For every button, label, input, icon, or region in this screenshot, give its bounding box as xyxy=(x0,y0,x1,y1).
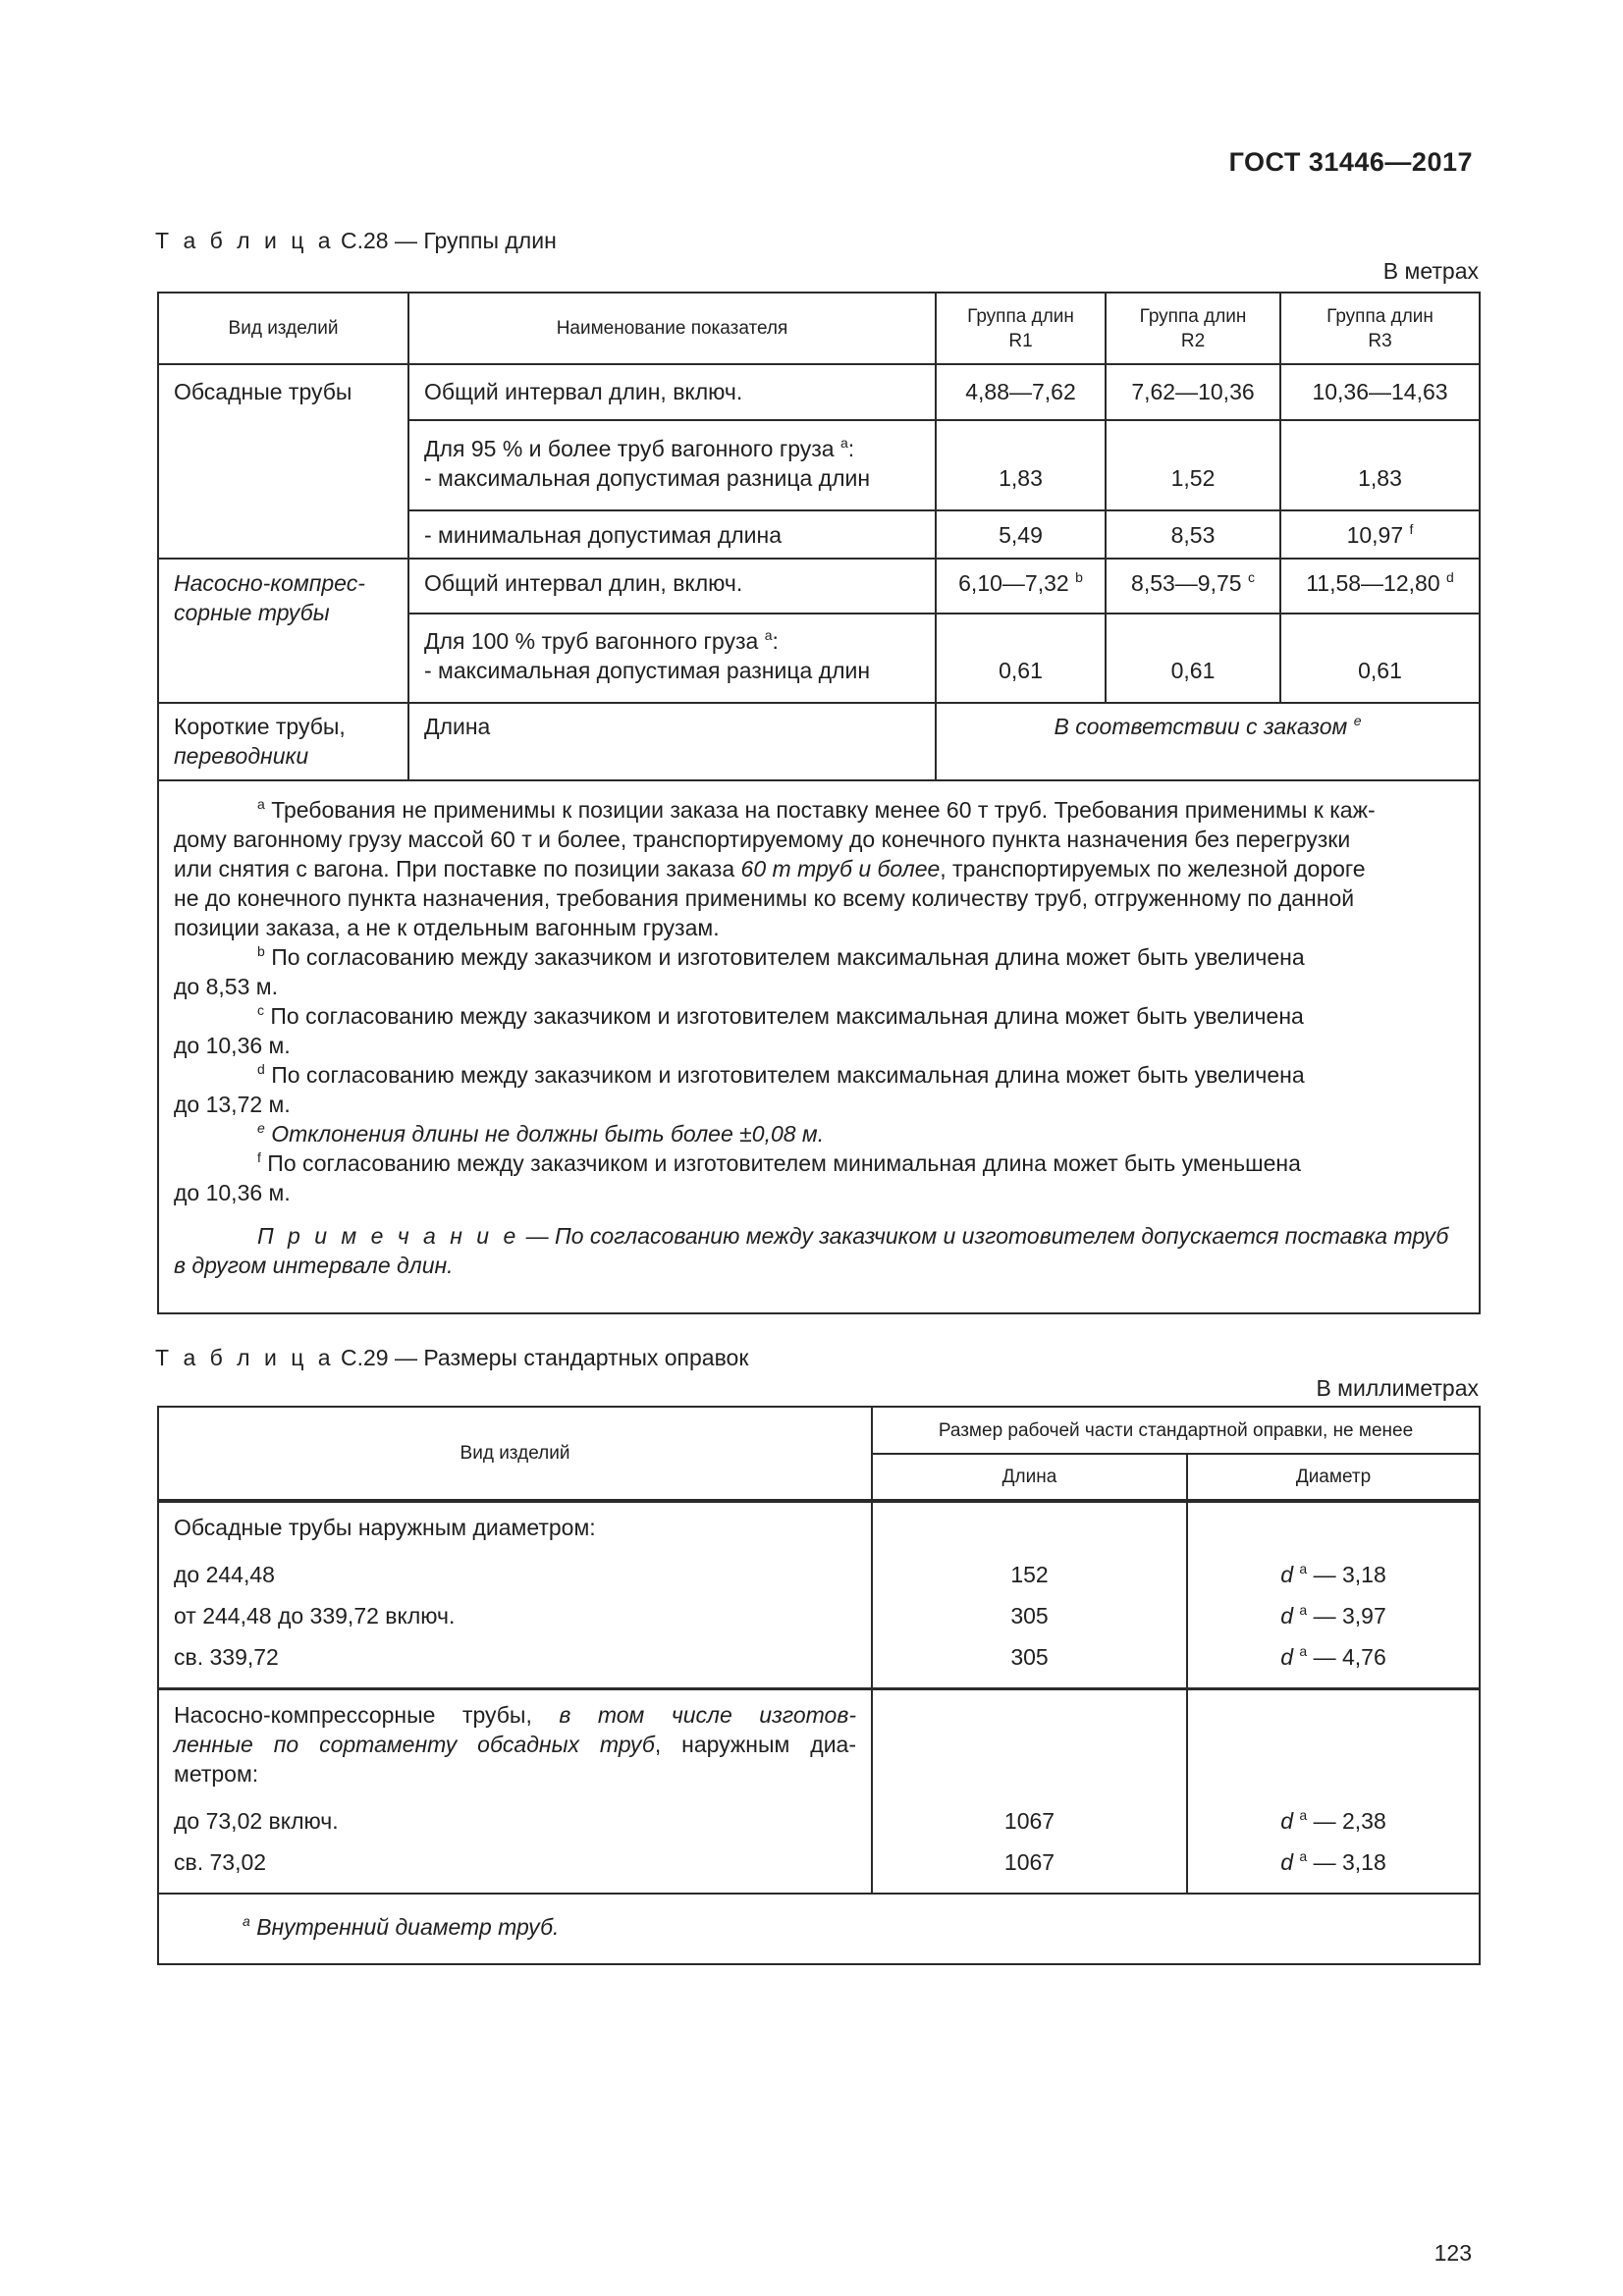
table-28-units: В метрах xyxy=(1382,258,1479,284)
casing-group-lengths xyxy=(872,1501,1187,1689)
casing-diff-label: Для 95 % и более труб вагонного груза $^a$: - максимальная допустимая разница длин xyxy=(408,420,936,510)
table-row xyxy=(158,559,1480,614)
tubing-row-diameter: d $^a$ — 2,38 xyxy=(1280,1807,1386,1834)
table-28-caption xyxy=(155,228,557,254)
tubing-row-label: до 73,02 включ. xyxy=(174,1808,339,1834)
casing-row-label: св. 339,72 xyxy=(174,1644,279,1670)
table-row xyxy=(158,364,1480,420)
casing-minlen-r2: 8,53 xyxy=(1106,510,1280,559)
header-length: Длина xyxy=(872,1454,1187,1501)
header-r3: Группа длин R3 xyxy=(1280,293,1480,364)
footnote-a-line: дому вагонному грузу массой 60 т и более, транспортируемому до конечного пункта назначения без перегрузки xyxy=(174,827,1351,852)
casing-interval-label: Общий интервал длин, включ. xyxy=(408,364,936,420)
casing-row-label: до 244,48 xyxy=(174,1562,275,1587)
tubing-group-lengths xyxy=(872,1689,1187,1895)
tubing-row-length: 1067 xyxy=(1003,1808,1055,1834)
table-29-units: В миллиметрах xyxy=(1316,1375,1479,1401)
table-28 xyxy=(157,292,1481,1314)
table-row xyxy=(158,1501,1480,1689)
table-28-footnotes-row xyxy=(158,780,1480,1313)
short-product: Короткие трубы, переводники xyxy=(158,703,408,780)
tubing-diff-r1: 0,61 xyxy=(936,614,1106,703)
table-29-footnote: $^a$ Внутренний диаметр труб. xyxy=(158,1894,1480,1964)
tubing-product: Насосно-компрес- сорные трубы xyxy=(158,559,408,703)
header-r2: Группа длин R2 xyxy=(1106,293,1280,364)
casing-minlen-r3: 10,97 $^f$ xyxy=(1280,510,1480,559)
table-row xyxy=(158,1689,1480,1895)
table-28-note-line: в другом интервале длин. xyxy=(174,1253,454,1278)
header-product: Вид изделий xyxy=(158,1407,872,1501)
table-28-caption-prefix: Т а б л и ц а xyxy=(155,228,335,253)
casing-row-length: 305 xyxy=(1010,1603,1049,1629)
casing-diff-r2: 1,52 xyxy=(1106,420,1280,510)
table-29-header-row xyxy=(158,1407,1480,1454)
footnote-b: $^b$ По согласованию между заказчиком и изготовителем максимальная длина может быть увеличена xyxy=(257,943,1305,970)
casing-row-length: 152 xyxy=(1010,1562,1049,1587)
tubing-group-title-line: метром: xyxy=(174,1761,259,1787)
header-mandrel-size: Размер рабочей части стандартной оправки, не менее xyxy=(872,1407,1480,1454)
casing-product: Обсадные трубы xyxy=(158,364,408,559)
footnote-b-line: до 8,53 м. xyxy=(174,974,278,999)
footnote-f: $^f$ По согласованию между заказчиком и изготовителем минимальная длина может быть уменьшена xyxy=(257,1149,1301,1176)
header-diameter: Диаметр xyxy=(1187,1454,1480,1501)
tubing-row-length: 1067 xyxy=(1003,1849,1055,1875)
document-code: ГОСТ 31446—2017 xyxy=(1228,147,1473,177)
tubing-group-title: Насосно-компрессорные трубы, в том числе изготов- xyxy=(174,1702,856,1728)
table-29-caption-title: С.29 — Размеры стандартных оправок xyxy=(340,1345,749,1370)
casing-minlen-label: - минимальная допустимая длина xyxy=(408,510,936,559)
footnote-a-line: позиции заказа, а не к отдельным вагонным грузам. xyxy=(174,915,720,940)
table-29 xyxy=(157,1406,1481,1965)
casing-row-diameter: d $^a$ — 4,76 xyxy=(1280,1643,1386,1670)
tubing-group-labels xyxy=(158,1689,872,1895)
footnote-e: $^e$ Отклонения длины не должны быть более ±0,08 м. xyxy=(257,1120,825,1147)
footnote-f-line: до 10,36 м. xyxy=(174,1180,291,1205)
table-28-header-row xyxy=(158,293,1480,364)
tubing-interval-r2: 8,53—9,75 $^c$ xyxy=(1106,559,1280,614)
footnote-a-line: не до конечного пункта назначения, требования применимы ко всему количеству труб, отгруженному по данной xyxy=(174,885,1355,911)
casing-interval-r3: 10,36—14,63 xyxy=(1280,364,1480,420)
footnote-d: $^d$ По согласованию между заказчиком и изготовителем максимальная длина может быть увеличена xyxy=(257,1061,1305,1088)
footnote-d-line: до 13,72 м. xyxy=(174,1092,291,1117)
tubing-interval-r3: 11,58—12,80 $^d$ xyxy=(1280,559,1480,614)
tubing-row-label: св. 73,02 xyxy=(174,1849,267,1875)
tubing-diff-r2: 0,61 xyxy=(1106,614,1280,703)
header-indicator: Наименование показателя xyxy=(408,293,936,364)
footnote-c: $^c$ По согласованию между заказчиком и изготовителем максимальная длина может быть увеличена xyxy=(257,1002,1304,1029)
casing-minlen-r1: 5,49 xyxy=(936,510,1106,559)
tubing-interval-label: Общий интервал длин, включ. xyxy=(408,559,936,614)
tubing-row-diameter: d $^a$ — 3,18 xyxy=(1280,1848,1386,1875)
casing-interval-r2: 7,62—10,36 xyxy=(1106,364,1280,420)
table-row xyxy=(158,703,1480,780)
table-29-caption xyxy=(155,1345,748,1371)
header-product: Вид изделий xyxy=(158,293,408,364)
tubing-interval-r1: 6,10—7,32 $^b$ xyxy=(936,559,1106,614)
casing-diff-r3: 1,83 xyxy=(1280,420,1480,510)
casing-interval-r1: 4,88—7,62 xyxy=(936,364,1106,420)
casing-row-diameter: d $^a$ — 3,97 xyxy=(1280,1602,1386,1629)
tubing-diff-r3: 0,61 xyxy=(1280,614,1480,703)
tubing-group-diameters xyxy=(1187,1689,1480,1895)
tubing-diff-label: Для 100 % труб вагонного груза $^a$: - максимальная допустимая разница длин xyxy=(408,614,936,703)
tubing-group-title-line: ленные по сортаменту обсадных труб, наружным диа- xyxy=(174,1732,857,1757)
page-number: 123 xyxy=(1434,2240,1472,2266)
casing-diff-r1: 1,83 xyxy=(936,420,1106,510)
short-length-value: В соответствии с заказом $^e$ xyxy=(936,703,1480,780)
header-r1: Группа длин R1 xyxy=(936,293,1106,364)
footnote-c-line: до 10,36 м. xyxy=(174,1033,291,1058)
casing-group-title: Обсадные трубы наружным диаметром: xyxy=(174,1515,596,1540)
casing-group-labels xyxy=(158,1501,872,1689)
short-length-label: Длина xyxy=(408,703,936,780)
footnote-a-line: или снятия с вагона. При поставке по позиции заказа 60 т труб и более, транспортируемых по железной дороге xyxy=(174,856,1366,881)
casing-row-diameter: d $^a$ — 3,18 xyxy=(1280,1561,1386,1587)
table-28-footnotes xyxy=(158,780,1480,1313)
casing-row-label: от 244,48 до 339,72 включ. xyxy=(174,1603,456,1629)
casing-group-diameters xyxy=(1187,1501,1480,1689)
table-28-note: П р и м е ч а н и е — По согласованию между заказчиком и изготовителем допускается поставка труб xyxy=(257,1223,1449,1249)
footnote-a: $^a$ Требования не применимы к позиции заказа на поставку менее 60 т труб. Требования применимы к каж- xyxy=(257,796,1376,823)
casing-row-length: 305 xyxy=(1010,1644,1049,1670)
table-28-caption-title: С.28 — Группы длин xyxy=(340,228,557,253)
table-29-footnote-row xyxy=(158,1894,1480,1964)
table-29-caption-prefix: Т а б л и ц а xyxy=(155,1345,335,1370)
